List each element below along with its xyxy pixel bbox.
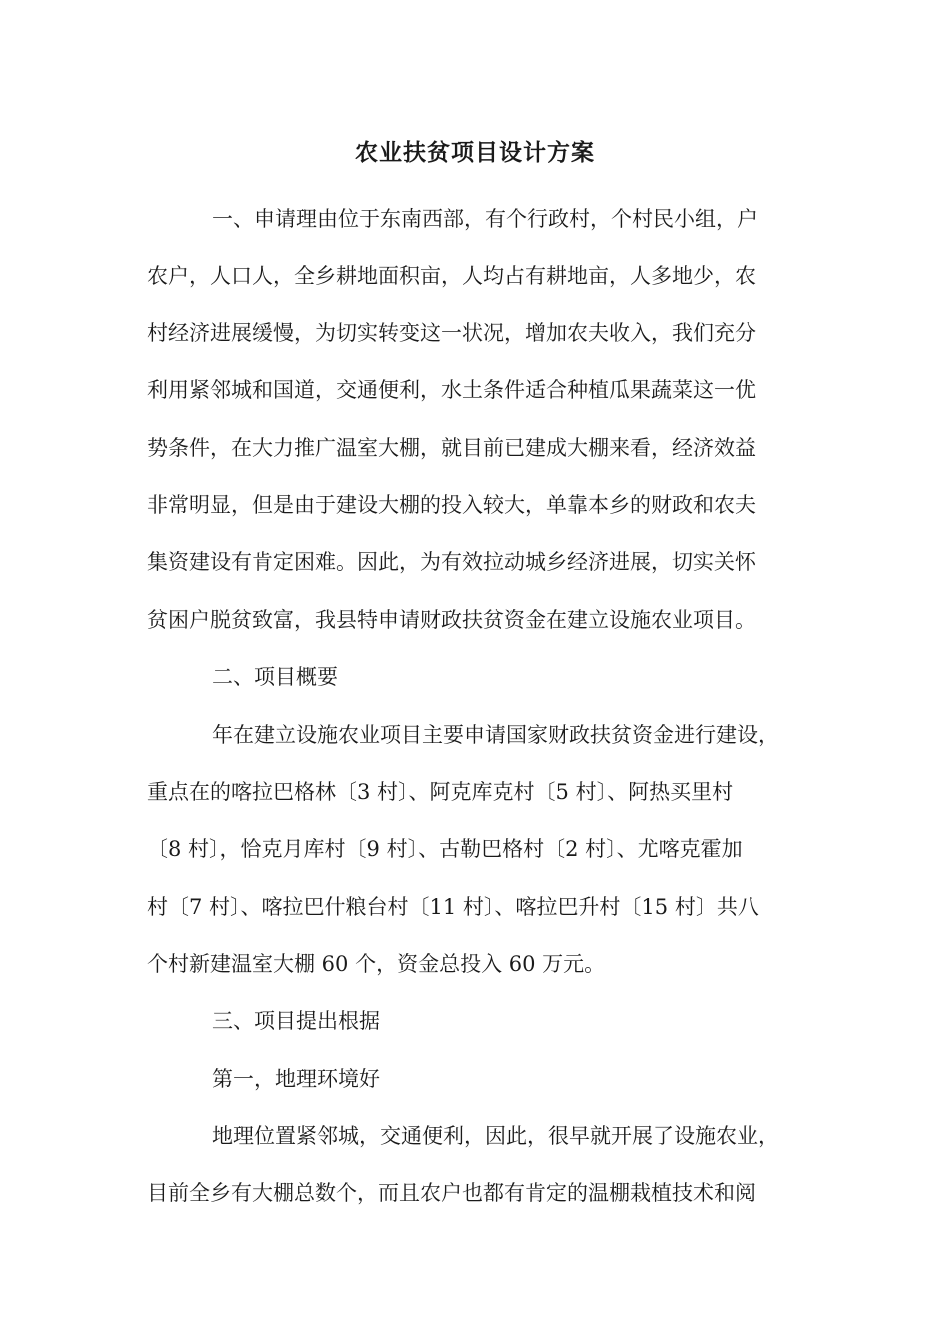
paragraph-line: 集资建设有肯定困难。因此，为有效拉动城乡经济进展，切实关怀 (147, 550, 756, 574)
paragraph-line: 一、申请理由位于东南西部，有个行政村，个村民小组，户 (212, 207, 758, 231)
paragraph-line: 村经济进展缓慢，为切实转变这一状况，增加农夫收入，我们充分 (147, 321, 756, 345)
paragraph-line: 农户，人口人，全乡耕地面积亩，人均占有耕地亩，人多地少，农 (147, 264, 756, 288)
section-heading: 三、项目提出根据 (212, 1009, 380, 1033)
paragraph-line: 目前全乡有大棚总数个，而且农户也都有肯定的温棚栽植技术和阅 (147, 1181, 756, 1205)
paragraph-line: 村〔7 村〕、喀拉巴什粮台村〔11 村〕、喀拉巴升村〔15 村〕共八 (147, 895, 759, 919)
sub-heading: 第一，地理环境好 (212, 1067, 380, 1091)
paragraph-line: 非常明显，但是由于建设大棚的投入较大，单靠本乡的财政和农夫 (147, 493, 756, 517)
paragraph-line: 利用紧邻城和国道，交通便利，水土条件适合种植瓜果蔬菜这一优 (147, 378, 756, 402)
paragraph-line: 地理位置紧邻城，交通便利，因此，很早就开展了设施农业， (212, 1124, 779, 1148)
section-heading: 二、项目概要 (212, 665, 338, 689)
paragraph-line: 〔8 村〕，恰克月库村〔9 村〕、古勒巴格村〔2 村〕、尤喀克霍加 (147, 837, 743, 861)
paragraph-line: 年在建立设施农业项目主要申请国家财政扶贫资金进行建设， (212, 723, 779, 747)
paragraph-line: 个村新建温室大棚 60 个，资金总投入 60 万元。 (147, 952, 606, 976)
paragraph-line: 重点在的喀拉巴格林〔3 村〕、阿克库克村〔5 村〕、阿热买里村 (147, 780, 734, 804)
document-title: 农业扶贫项目设计方案 (355, 139, 595, 166)
paragraph-line: 势条件，在大力推广温室大棚，就目前已建成大棚来看，经济效益 (147, 436, 756, 460)
paragraph-line: 贫困户脱贫致富，我县特申请财政扶贫资金在建立设施农业项目。 (147, 608, 756, 632)
